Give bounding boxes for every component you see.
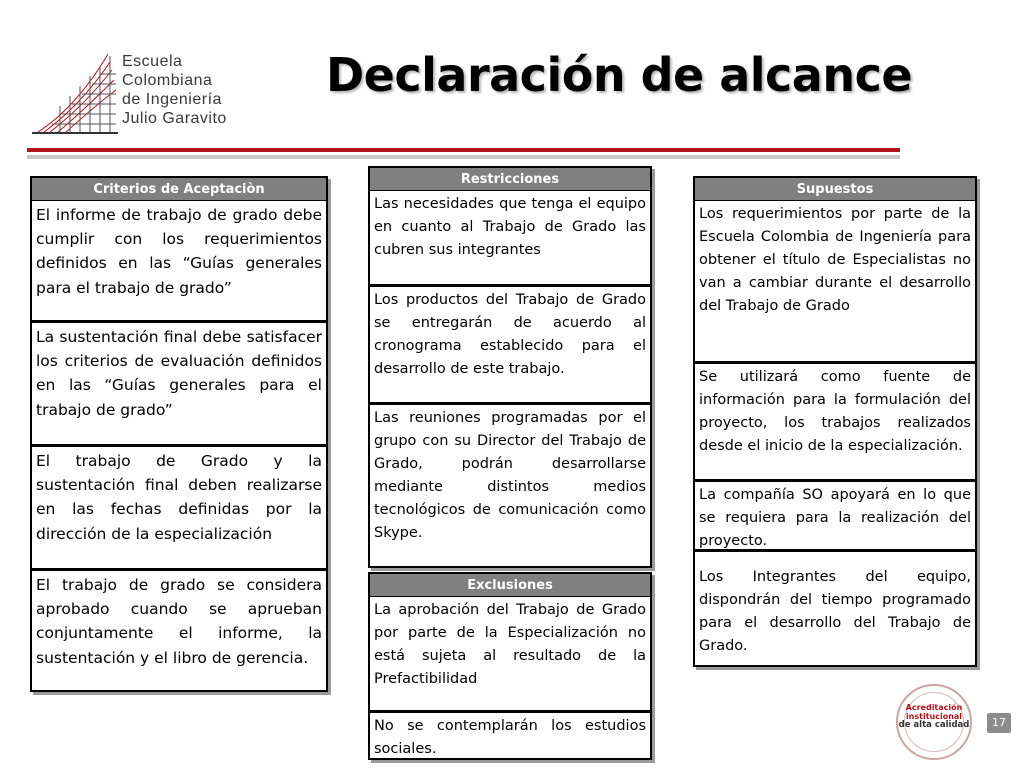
- exclusiones-item: La aprobación del Trabajo de Grado por parte de la Especialización no está sujeta al resultado de la Prefactibilidad: [368, 596, 652, 712]
- criterios-header: Criterios de Aceptaciòn: [30, 176, 328, 200]
- supuestos-item: Los requerimientos por parte de la Escuela Colombia de Ingeniería para obtener el título de Especialistas no van a cambiar durante el desarrollo del Trabajo de Grado: [693, 200, 977, 363]
- criterios-item: El trabajo de grado se considera aprobado cuando se aprueban conjuntamente el informe, la sustentación y el libro de gerencia.: [30, 570, 328, 692]
- header-divider-red: [27, 148, 900, 152]
- logo-grid-icon: [30, 48, 120, 136]
- restricciones-table: [368, 166, 652, 568]
- restricciones-item: Las necesidades que tenga el equipo en cuanto al Trabajo de Grado las cubren sus integrantes: [368, 190, 652, 286]
- logo-line-2: Colombiana: [122, 72, 213, 89]
- supuestos-table: [693, 176, 977, 667]
- header-divider-grey: [27, 155, 900, 159]
- restricciones-item: Los productos del Trabajo de Grado se entregarán de acuerdo al cronograma establecido para el desarrollo de este trabajo.: [368, 286, 652, 404]
- exclusiones-table: [368, 572, 652, 760]
- slide-title: Declaración de alcance: [326, 48, 913, 102]
- school-logo: [30, 48, 260, 138]
- restricciones-header: Restricciones: [368, 166, 652, 190]
- page-number: 17: [987, 713, 1011, 733]
- supuestos-item: Se utilizará como fuente de información para la formulación del proyecto, los trabajos realizados desde el inicio de la especialización.: [693, 363, 977, 481]
- seal-line-1: Acreditación: [905, 703, 963, 712]
- exclusiones-header: Exclusiones: [368, 572, 652, 596]
- criterios-item: El trabajo de Grado y la sustentación final deben realizarse en las fechas definidas por la dirección de la especialización: [30, 446, 328, 570]
- seal-line-3: de alta calidad: [898, 720, 970, 730]
- supuestos-item: La compañía SO apoyará en lo que se requiera para la realización del proyecto.: [693, 481, 977, 551]
- criterios-table: [30, 176, 328, 692]
- accreditation-seal: [896, 684, 972, 760]
- supuestos-item: Los Integrantes del equipo, dispondrán del tiempo programado para el desarrollo del Trabajo de Grado.: [693, 551, 977, 667]
- school-name: [122, 52, 227, 128]
- logo-line-1: Escuela: [122, 53, 183, 70]
- logo-line-3: de Ingeniería: [122, 91, 222, 108]
- supuestos-header: Supuestos: [693, 176, 977, 200]
- exclusiones-item: No se contemplarán los estudios sociales.: [368, 712, 652, 760]
- seal-line-2: institucional: [905, 712, 963, 721]
- seal-text: [898, 703, 970, 730]
- criterios-item: La sustentación final debe satisfacer los criterios de evaluación definidos en las “Guías generales para el trabajo de grado”: [30, 322, 328, 446]
- restricciones-item: Las reuniones programadas por el grupo con su Director del Trabajo de Grado, podrán desarrollarse mediante distintos medios tecnológicos de comunicación como Skype.: [368, 404, 652, 568]
- criterios-item: El informe de trabajo de grado debe cumplir con los requerimientos definidos en las “Guías generales para el trabajo de grado”: [30, 200, 328, 322]
- logo-line-4: Julio Garavito: [122, 110, 227, 127]
